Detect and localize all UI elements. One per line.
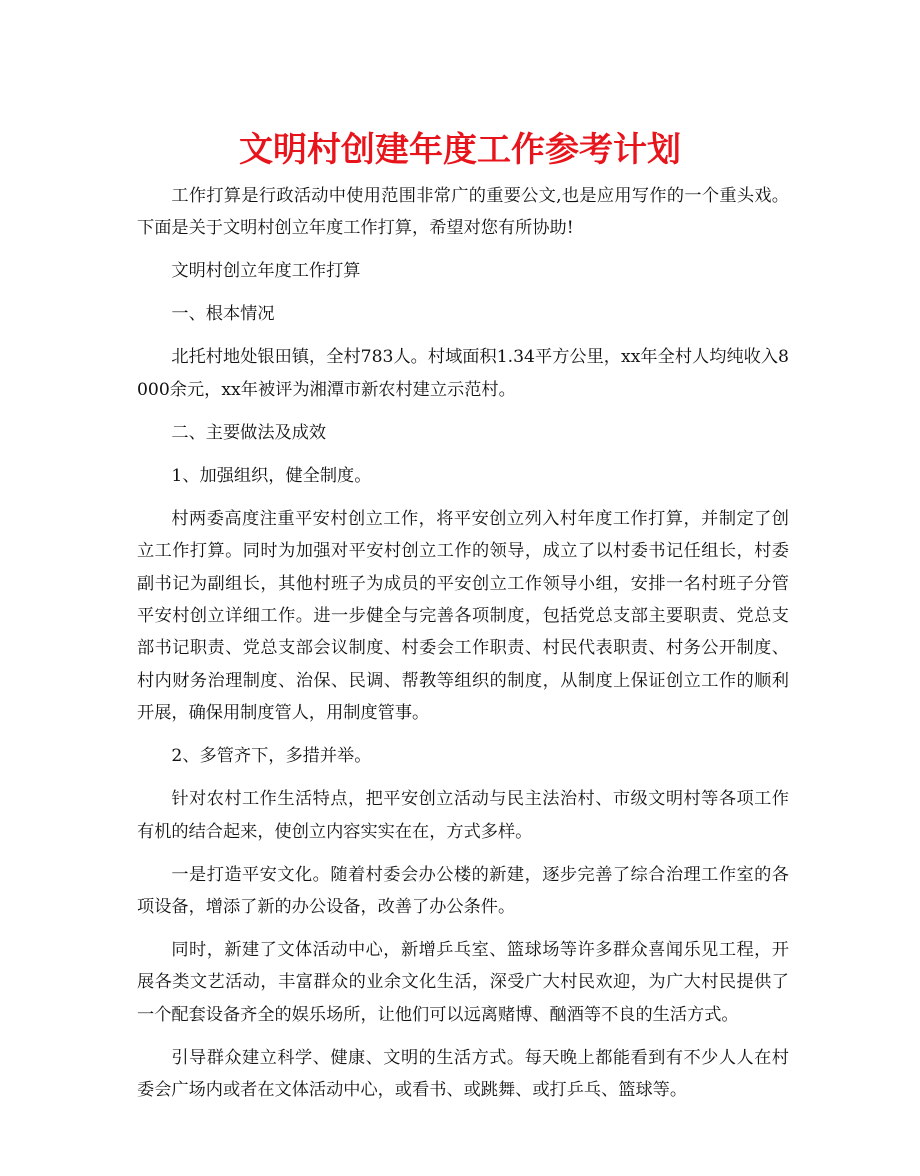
subheading-organization: 1、加强组织，健全制度。: [171, 465, 372, 486]
paragraph-rural-work: 针对农村工作生活特点，把平安创立活动与民主法治村、市级文明村等各项工作有机的结合起来，使创立内容实实在在，方式多样。: [137, 789, 789, 842]
subheading-multiple-measures: 2、多管齐下，多措并举。: [171, 746, 372, 767]
document-body: [137, 180, 789, 1117]
paragraph-subtitle: 文明村创立年度工作打算: [171, 261, 361, 282]
paragraph-lifestyle: 引导群众建立科学、健康、文明的生活方式。每天晚上都能看到有不少人人在村委会广场内或者在文体活动中心，或看书、或跳舞、或打乒乓、篮球等。: [137, 1047, 789, 1101]
section-heading-main-practices: 二、主要做法及成效: [171, 422, 327, 443]
paragraph-safe-culture: 一是打造平安文化。随着村委会办公楼的新建，逐步完善了综合治理工作室的各项设备，增添了新的办公设备，改善了办公条件。: [137, 864, 789, 918]
paragraph-village-overview: 北托村地处银田镇，全村783人。村域面积1.34平方公里，xx年全村人均纯收入8000余元，xx年被评为湘潭市新农村建立示范村。: [137, 347, 789, 400]
paragraph-activity-center: 同时，新建了文体活动中心，新增乒乓室、篮球场等许多群众喜闻乐见工程，开展各类文艺活动，丰富群众的业余文化生活，深受广大村民欢迎，为广大村民提供了一个配套设备齐全的娱乐场所，让他们可以远离赌博、酗酒等不良的生活方式。: [137, 940, 789, 1025]
document-title: 文明村创建年度工作参考计划: [239, 130, 681, 170]
paragraph-intro: 工作打算是行政活动中使用范围非常广的重要公文,也是应用写作的一个重头戏。下面是关于文明村创立年度工作打算，希望对您有所协助!: [137, 186, 789, 239]
paragraph-organization: 村两委高度注重平安村创立工作，将平安创立列入村年度工作打算，并制定了创立工作打算。同时为加强对平安村创立工作的领导，成立了以村委书记任组长，村委副书记为副组长，其他村班子为成员的平安创立工作领导小组，安排一名村班子分管平安村创立详细工作。进一步健全与完善各项制度，包括党总支部主要职责、党总支部书记职责、党总支部会议制度、村委会工作职责、村民代表职责、村务公开制度、村内财务治理制度、治保、民调、帮教等组织的制度，从制度上保证创立工作的顺利开展，确保用制度管人，用制度管事。: [137, 508, 789, 724]
section-heading-basic-situation: 一、根本情况: [171, 304, 275, 325]
